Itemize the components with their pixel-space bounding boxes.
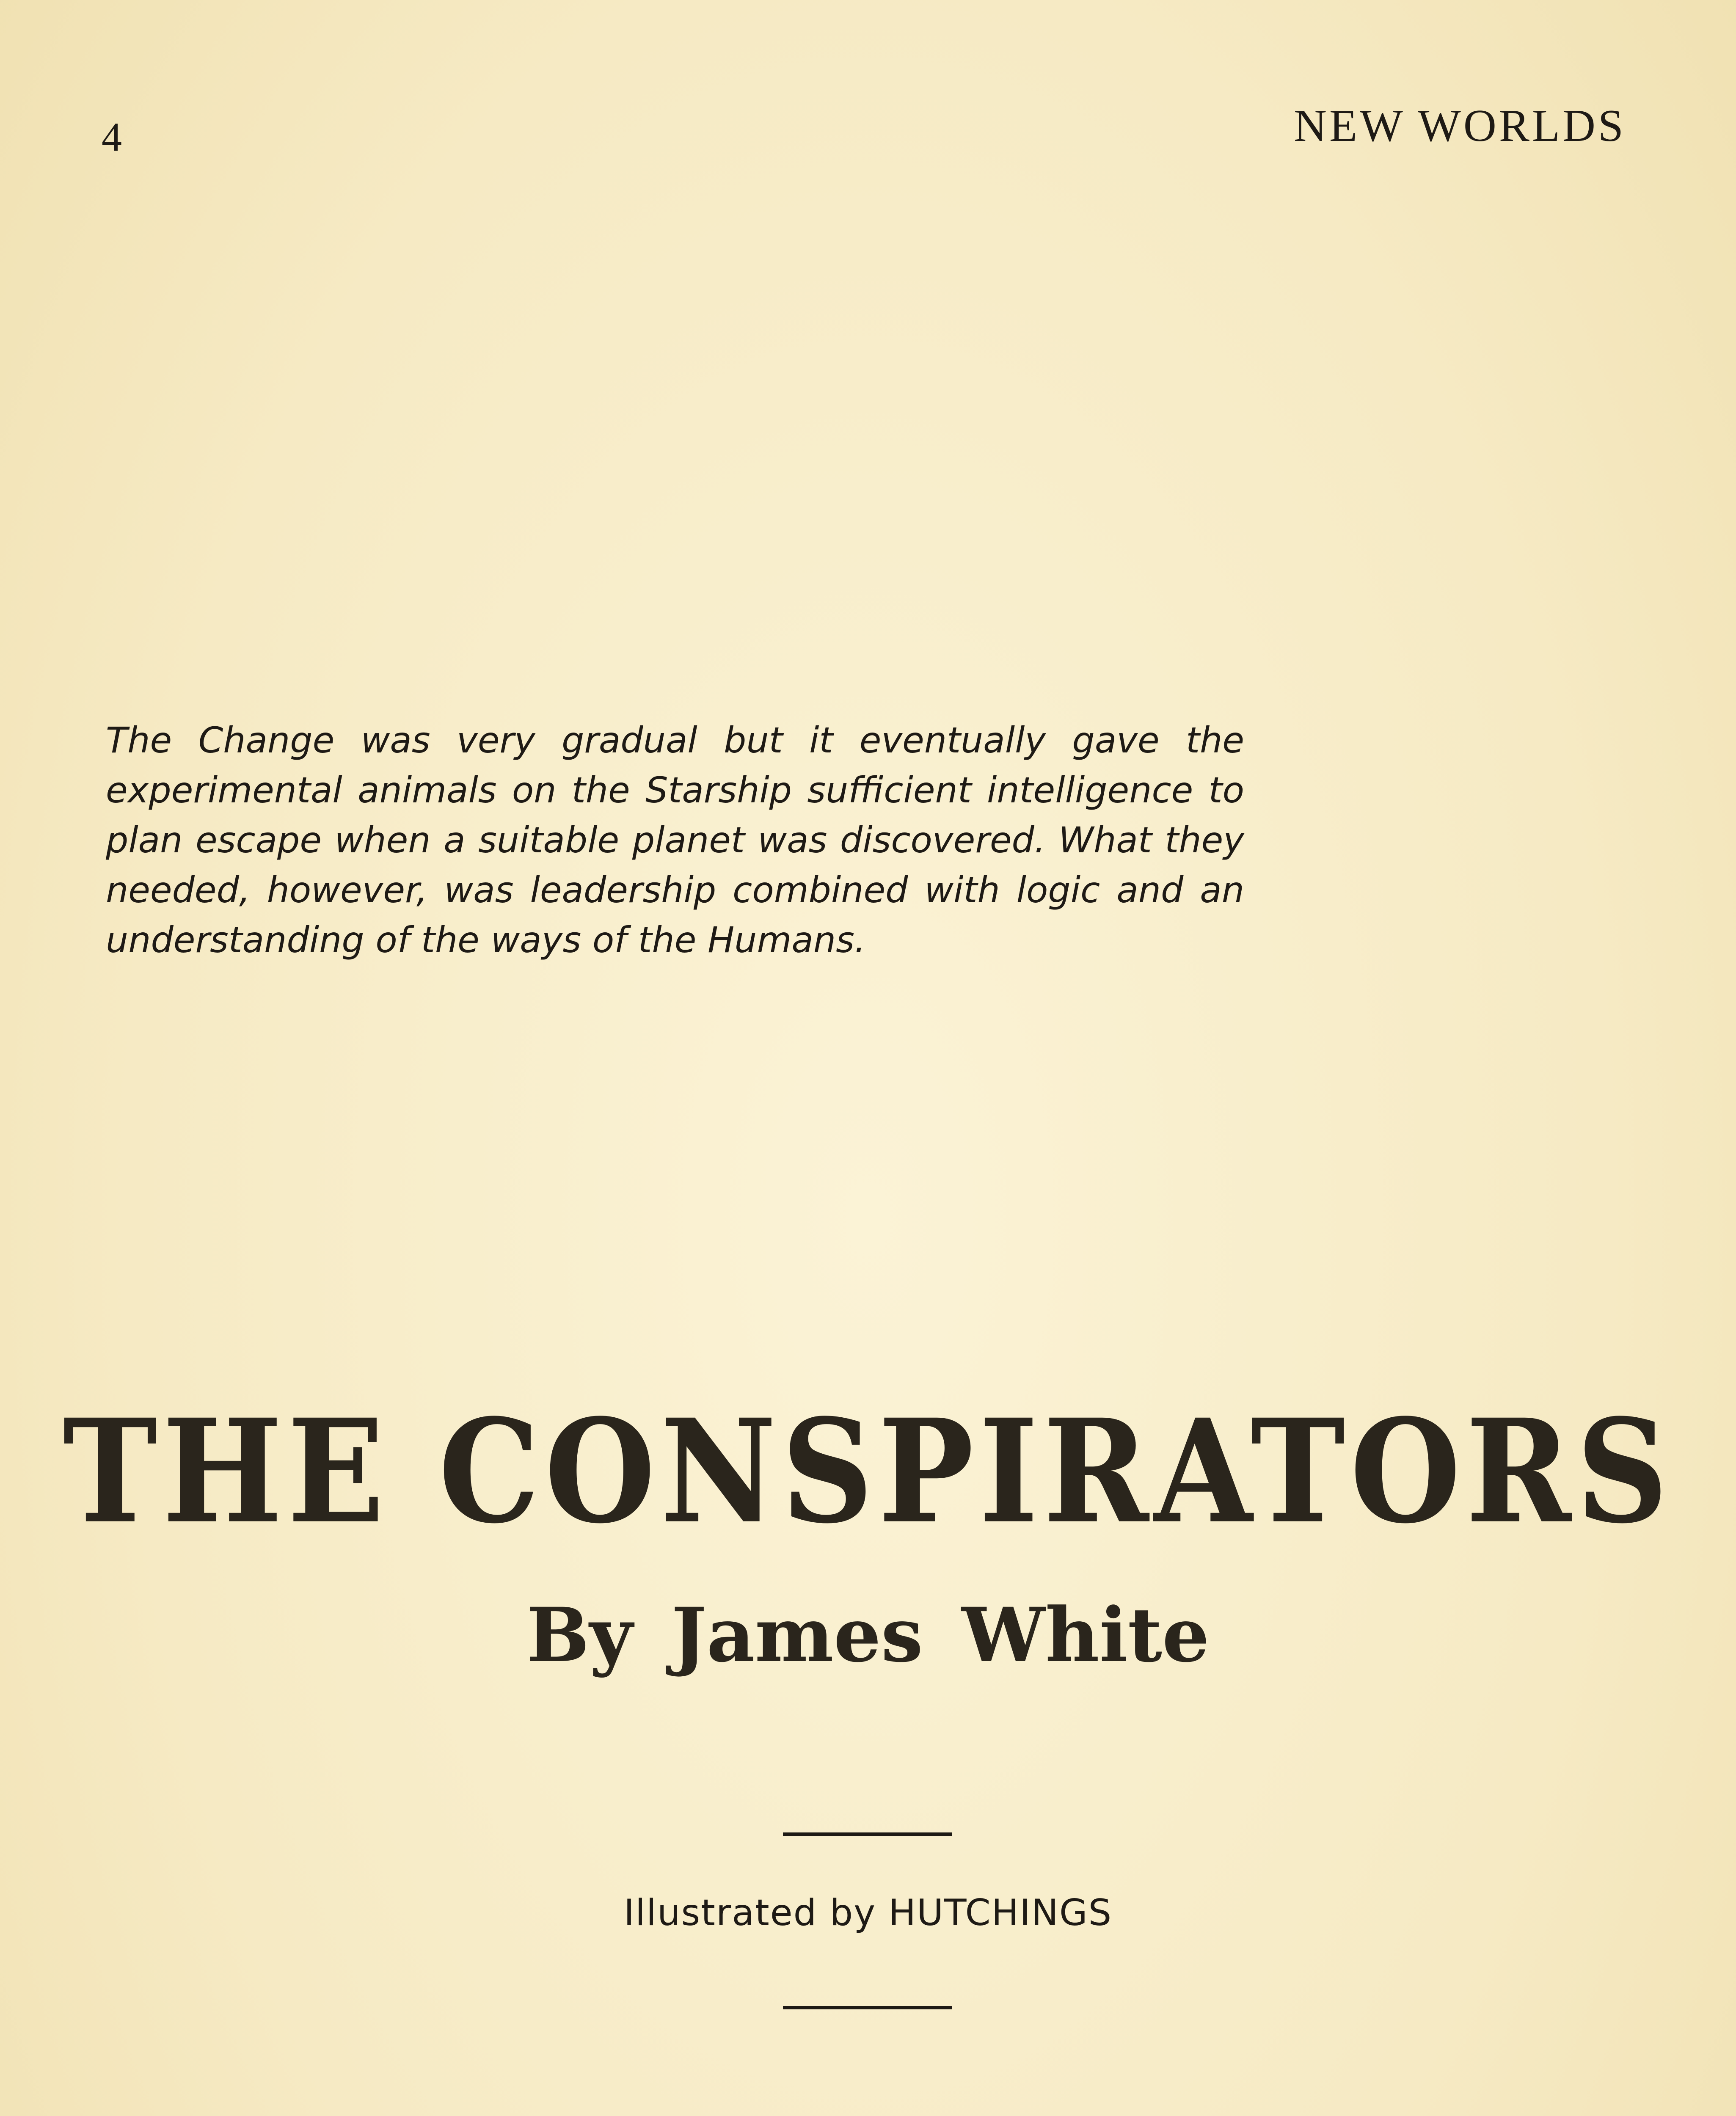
- illustrator-credit: Illustrated by HUTCHINGS: [623, 1892, 1113, 1934]
- divider-rule-bottom: [783, 2006, 952, 2009]
- running-head: NEW WORLDS: [1294, 101, 1626, 151]
- author-byline: By James White: [526, 1591, 1210, 1679]
- divider-rule-top: [783, 1832, 952, 1836]
- page-number: 4: [102, 114, 122, 160]
- story-introduction: The Change was very gradual but it eventually gave the experimental animals on the Starship sufficient intelligence to plan escape when a suitable planet was discovered. What they needed, however, was leadership combined with logic and an understanding of the ways of the Humans.: [106, 719, 1244, 961]
- story-title: THE CONSPIRATORS: [63, 1387, 1673, 1555]
